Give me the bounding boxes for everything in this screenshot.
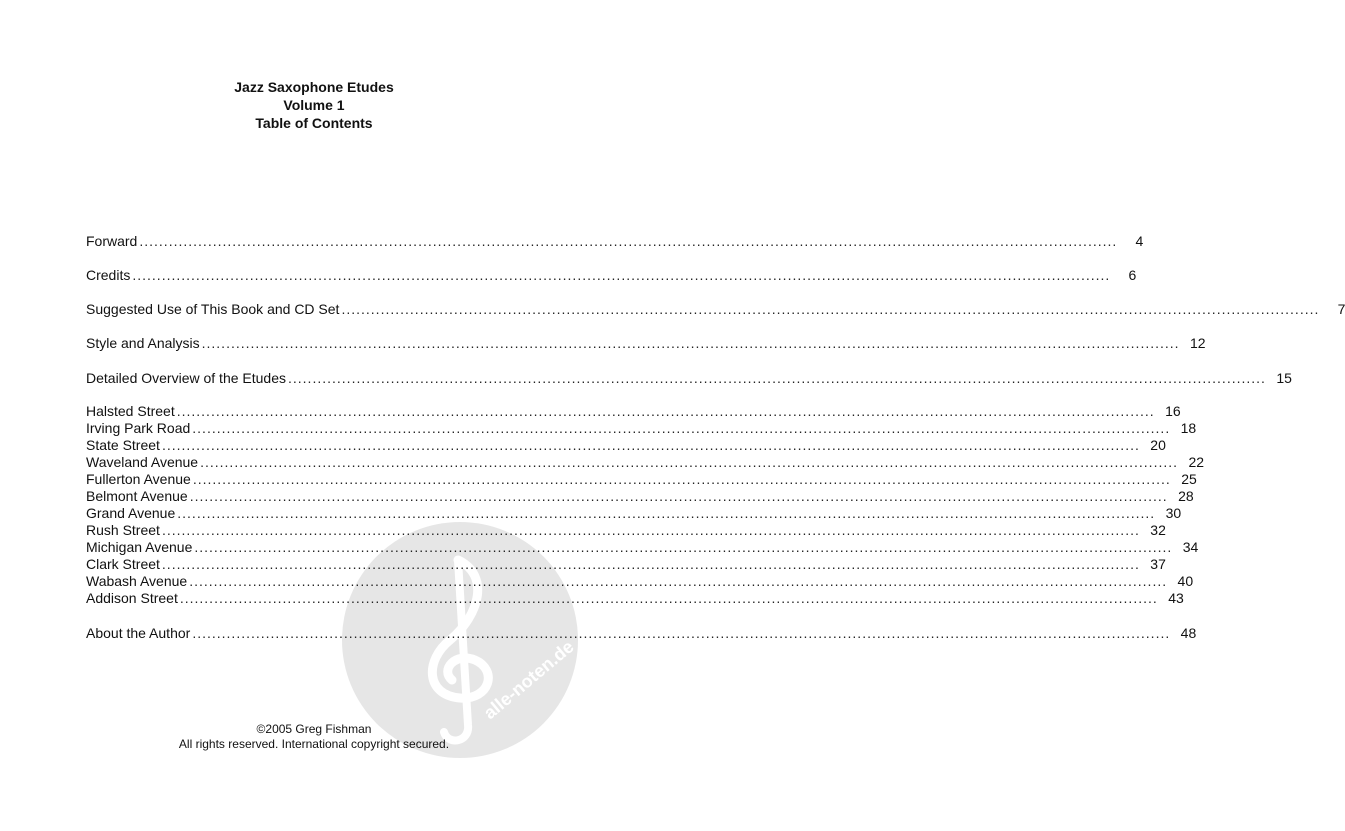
toc-page-number: 12: [1189, 335, 1206, 351]
toc-entry-title: State Street: [86, 437, 160, 453]
toc-entry-title: Rush Street: [86, 522, 160, 538]
toc-leader-dots: ........................................................................................................................................................................................................: [192, 471, 1171, 487]
toc-entry: [86, 402, 1181, 420]
toc-leader-dots: ........................................................................................................................................................................................................: [192, 420, 1171, 436]
toc-heading: Table of Contents: [255, 115, 373, 131]
toc-leader-dots: ........................................................................................................................................................................................................: [189, 488, 1168, 504]
toc-entry: [86, 369, 1292, 387]
toc-entry-title: Michigan Avenue: [86, 539, 193, 555]
toc-page-number: 16: [1165, 403, 1181, 419]
toc-entry-title: Irving Park Road: [86, 420, 191, 436]
toc-leader-dots: ........................................................................................................................................................................................................: [194, 539, 1173, 555]
toc-page-number: 20: [1150, 437, 1166, 453]
toc-page-number: 40: [1177, 573, 1194, 589]
toc-entry: [86, 555, 1166, 573]
toc-entry: [86, 470, 1197, 488]
toc-leader-dots: ........................................................................................................................................................................................................: [139, 233, 1118, 249]
toc-entry: [86, 521, 1166, 539]
toc-entry: [86, 453, 1205, 471]
page-title: [0, 78, 628, 132]
rights-line: All rights reserved. International copyright secured.: [178, 737, 450, 751]
toc-page-number: 37: [1150, 556, 1166, 572]
toc-page-number: 34: [1182, 539, 1199, 555]
toc-entry-title: Fullerton Avenue: [86, 471, 191, 487]
toc-page-number: 6: [1128, 267, 1137, 283]
watermark-text: alle-noten.de: [479, 636, 578, 724]
toc-entry-title: Forward: [86, 233, 138, 249]
copyright-line: ©2005 Greg Fishman: [256, 722, 372, 736]
toc-entry-title: Style and Analysis: [86, 335, 200, 351]
toc-entry: [86, 419, 1197, 437]
toc-entry: [86, 300, 1345, 318]
toc-page-number: 18: [1180, 420, 1197, 436]
volume-label: Volume 1: [283, 97, 345, 113]
toc-page-number: 4: [1135, 233, 1144, 249]
toc-leader-dots: ........................................................................................................................................................................................................: [176, 403, 1155, 419]
footer: [0, 722, 628, 752]
toc-leader-dots: ........................................................................................................................................................................................................: [341, 301, 1320, 317]
toc-page-number: 43: [1168, 590, 1184, 606]
toc-page-number: 28: [1178, 488, 1194, 504]
toc-page-number: 15: [1276, 370, 1292, 386]
toc-entry-title: Suggested Use of This Book and CD Set: [86, 301, 340, 317]
toc-entry-title: Halsted Street: [86, 403, 175, 419]
toc-page-number: 7: [1337, 301, 1345, 317]
toc-entry-title: Waveland Avenue: [86, 454, 199, 470]
toc-page-number: 32: [1150, 522, 1166, 538]
toc-leader-dots: ........................................................................................................................................................................................................: [189, 573, 1168, 589]
toc-entry: [86, 436, 1166, 454]
toc-page-number: 22: [1188, 454, 1205, 470]
toc-entry: [86, 334, 1206, 352]
toc-entry: [86, 589, 1184, 607]
toc-entry-title: Credits: [86, 267, 131, 283]
toc-leader-dots: ........................................................................................................................................................................................................: [161, 522, 1140, 538]
toc-leader-dots: ........................................................................................................................................................................................................: [161, 437, 1140, 453]
toc-entry: [86, 266, 1137, 284]
toc-leader-dots: ........................................................................................................................................................................................................: [177, 505, 1156, 521]
toc-entry: [86, 572, 1194, 590]
toc-leader-dots: ........................................................................................................................................................................................................: [192, 625, 1171, 641]
toc-leader-dots: ........................................................................................................................................................................................................: [161, 556, 1140, 572]
toc-leader-dots: ........................................................................................................................................................................................................: [201, 335, 1180, 351]
toc-leader-dots: ........................................................................................................................................................................................................: [288, 370, 1266, 386]
book-title: Jazz Saxophone Etudes: [234, 79, 394, 95]
toc-entry: [86, 232, 1144, 250]
toc-entry-title: Detailed Overview of the Etudes: [86, 370, 286, 386]
toc-leader-dots: ........................................................................................................................................................................................................: [132, 267, 1111, 283]
toc-entry-title: Wabash Avenue: [86, 573, 188, 589]
toc-entry: [86, 624, 1197, 642]
toc-entry-title: Grand Avenue: [86, 505, 176, 521]
toc-page-number: 25: [1181, 471, 1197, 487]
toc-entry: [86, 538, 1199, 556]
toc-entry-title: Clark Street: [86, 556, 160, 572]
toc-page-number: 30: [1165, 505, 1182, 521]
toc-entry: [86, 504, 1182, 522]
toc-entry-title: Belmont Avenue: [86, 488, 188, 504]
toc-entry-title: About the Author: [86, 625, 191, 641]
toc-entry-title: Addison Street: [86, 590, 178, 606]
toc-entry: [86, 487, 1194, 505]
toc-leader-dots: ........................................................................................................................................................................................................: [179, 590, 1158, 606]
toc-page-number: 48: [1180, 625, 1197, 641]
toc-leader-dots: ........................................................................................................................................................................................................: [200, 454, 1179, 470]
